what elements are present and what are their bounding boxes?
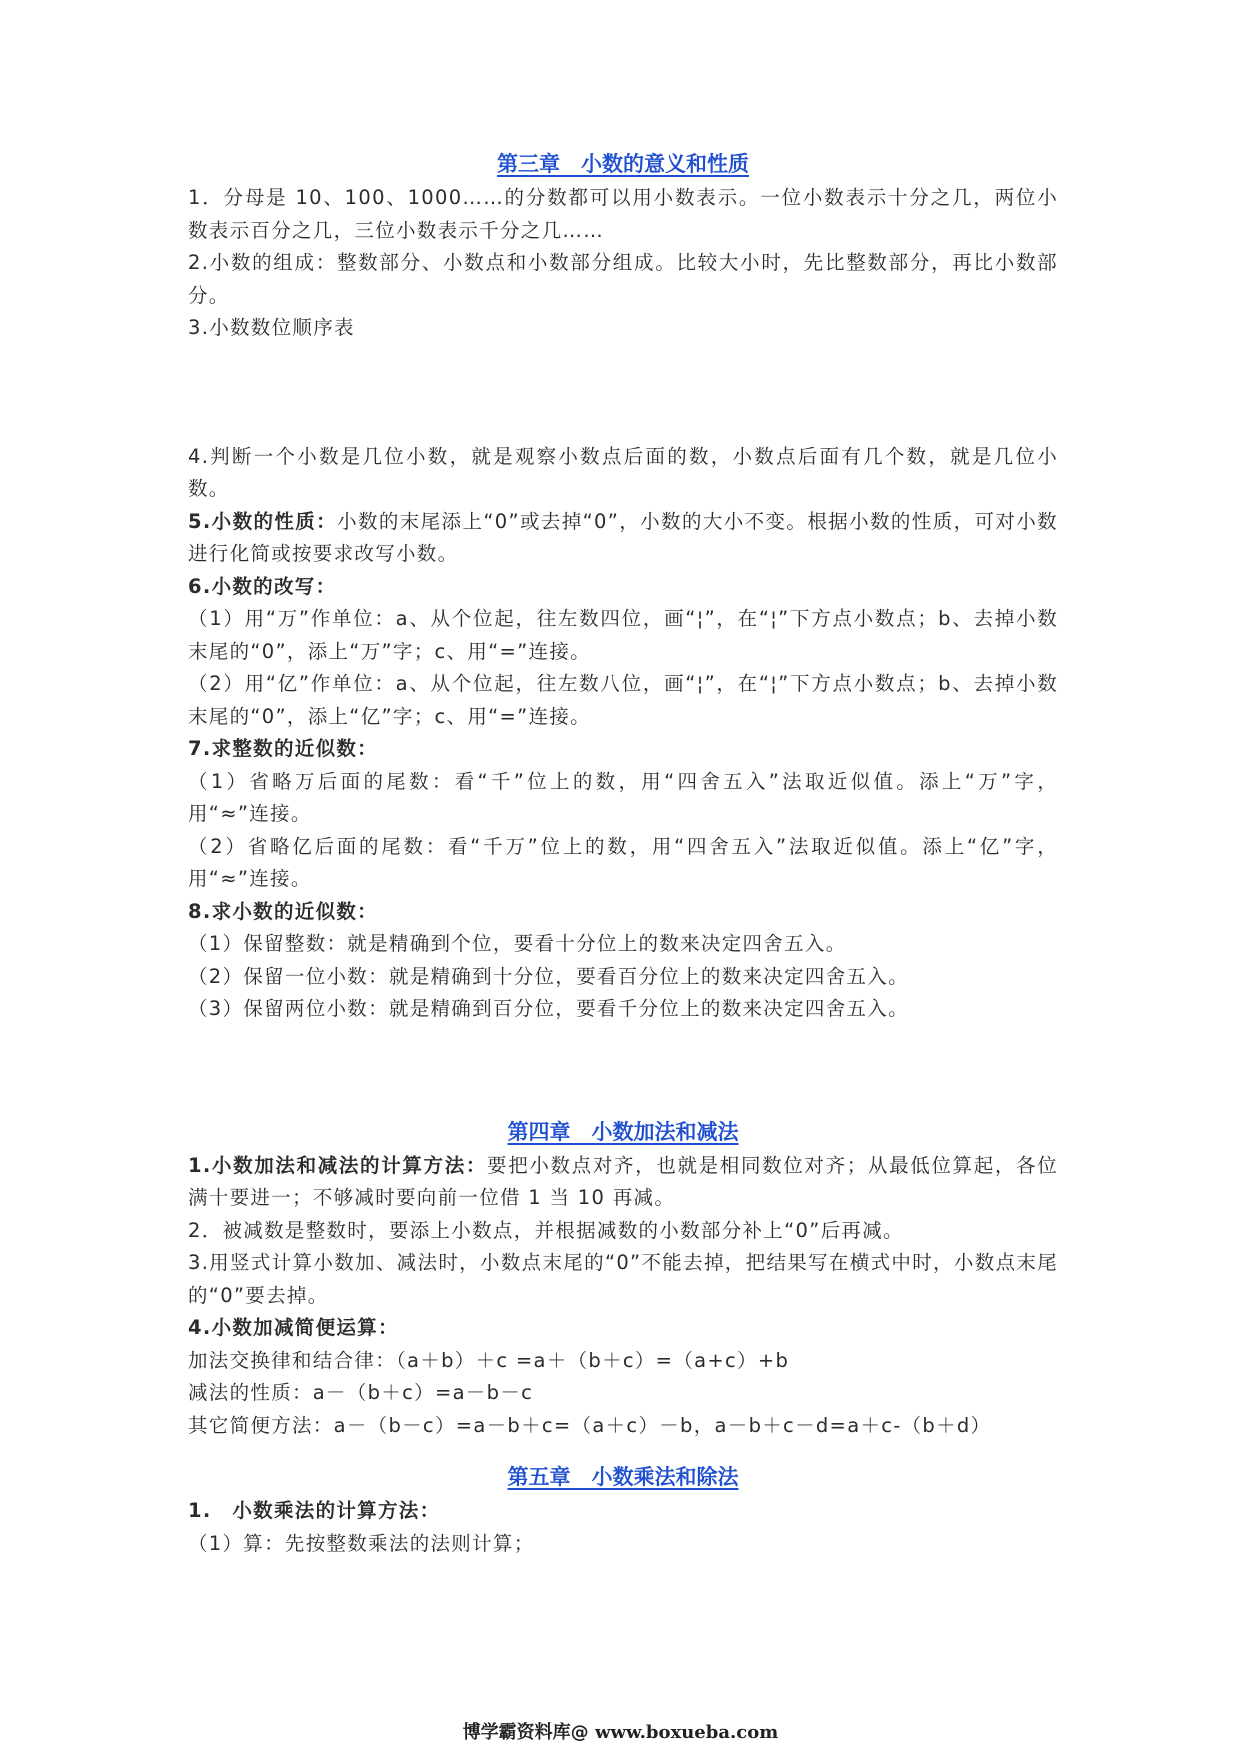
ch3-item-8-label: 8.求小数的近似数： bbox=[188, 899, 378, 923]
place-value-table-area bbox=[188, 345, 1058, 441]
ch3-item-6-heading bbox=[188, 571, 1058, 604]
ch4-formula-2: 减法的性质：a－（b＋c）=a－b－c bbox=[188, 1381, 534, 1404]
ch4-formula-3: 其它简便方法：a－（b－c）=a－b＋c=（a＋c）－b，a－b＋c－d=a＋c-（b＋d） bbox=[188, 1413, 992, 1437]
ch5-item-1-label: 1. 小数乘法的计算方法： bbox=[188, 1499, 441, 1522]
ch3-item-6-sub-2: （2）用“亿”作单位：a、从个位起，往左数八位，画“¦”，在“¦”下方点小数点；b、去掉小数末尾的“0”，添上“亿”字；c、用“=”连接。 bbox=[188, 672, 1058, 728]
ch4-item-4-heading bbox=[188, 1312, 1058, 1345]
ch3-item-3: 3.小数数位顺序表 bbox=[188, 316, 355, 339]
ch4-formula-1: 加法交换律和结合律：（a＋b）＋c =a＋（b＋c）=（a+c）+b bbox=[188, 1348, 790, 1372]
ch3-item-5-label: 5.小数的性质： bbox=[188, 509, 338, 533]
ch3-item-6-sub-1: （1）用“万”作单位：a、从个位起，往左数四位，画“¦”，在“¦”下方点小数点；b、去掉小数末尾的“0”，添上“万”字；c、用“=”连接。 bbox=[188, 607, 1058, 663]
ch3-item-2: 2.小数的组成：整数部分、小数点和小数部分组成。比较大小时，先比整数部分，再比小数部分。 bbox=[188, 251, 1058, 307]
ch3-item-7-sub-1: （1）省略万后面的尾数：看“千”位上的数，用“四舍五入”法取近似值。添上“万”字，用“≈”连接。 bbox=[188, 769, 1058, 825]
section-spacer bbox=[188, 1442, 1058, 1463]
ch4-item-3: 3.用竖式计算小数加、减法时，小数点末尾的“0”不能去掉，把结果写在横式中时，小数点末尾的“0”要去掉。 bbox=[188, 1251, 1058, 1307]
ch4-item-2: 2．被减数是整数时，要添上小数点，并根据减数的小数部分补上“0”后再减。 bbox=[188, 1218, 904, 1242]
footer-site-name: 博学霸资料库@ bbox=[462, 1722, 589, 1743]
section-spacer bbox=[188, 1026, 1058, 1118]
ch3-item-8-heading bbox=[188, 896, 1058, 929]
ch5-item-1-heading bbox=[188, 1495, 1058, 1528]
ch3-item-6-label: 6.小数的改写： bbox=[188, 574, 337, 598]
footer-url: www.boxueba.com bbox=[588, 1722, 779, 1743]
ch4-item-4-label: 4.小数加减简便运算： bbox=[188, 1316, 399, 1339]
ch3-item-7-heading bbox=[188, 733, 1058, 766]
ch5-item-1-sub-1: （1）算：先按整数乘法的法则计算； bbox=[188, 1531, 535, 1555]
ch3-item-5-text: 小数的末尾添上“0”或去掉“0”，小数的大小不变。根据小数的性质，可对小数进行化简或按要求改写小数。 bbox=[188, 509, 1058, 565]
ch3-item-8-sub-3: （3）保留两位小数：就是精确到百分位，要看千分位上的数来决定四舍五入。 bbox=[188, 997, 909, 1020]
ch3-item-7-label: 7.求整数的近似数： bbox=[188, 737, 378, 760]
ch4-item-1-label: 1.小数加法和减法的计算方法： bbox=[188, 1153, 488, 1177]
ch3-item-5 bbox=[188, 506, 1058, 571]
footer-watermark bbox=[0, 1718, 1241, 1744]
document-content bbox=[188, 150, 1058, 1560]
ch3-item-8-sub-1: （1）保留整数：就是精确到个位，要看十分位上的数来决定四舍五入。 bbox=[188, 932, 847, 955]
chapter4-title: 第四章 小数加法和减法 bbox=[507, 1119, 739, 1144]
chapter5-title: 第五章 小数乘法和除法 bbox=[507, 1465, 739, 1489]
ch3-item-7-sub-2: （2）省略亿后面的尾数：看“千万”位上的数，用“四舍五入”法取近似值。添上“亿”字，用“≈”连接。 bbox=[188, 834, 1058, 890]
ch4-item-1-text: 要把小数点对齐，也就是相同数位对齐；从最低位算起，各位满十要进一；不够减时要向前一位借 1 当 10 再减。 bbox=[188, 1153, 1058, 1209]
ch3-item-8-sub-2: （2）保留一位小数：就是精确到十分位，要看百分位上的数来决定四舍五入。 bbox=[188, 964, 909, 988]
chapter3-title: 第三章 小数的意义和性质 bbox=[497, 152, 749, 176]
ch3-item-1: 1．分母是 10、100、1000……的分数都可以用小数表示。一位小数表示十分之几，两位小数表示百分之几，三位小数表示千分之几…… bbox=[188, 186, 1058, 242]
ch3-item-4: 4.判断一个小数是几位小数，就是观察小数点后面的数，小数点后面有几个数，就是几位小数。 bbox=[188, 444, 1058, 500]
ch4-item-1 bbox=[188, 1150, 1058, 1215]
